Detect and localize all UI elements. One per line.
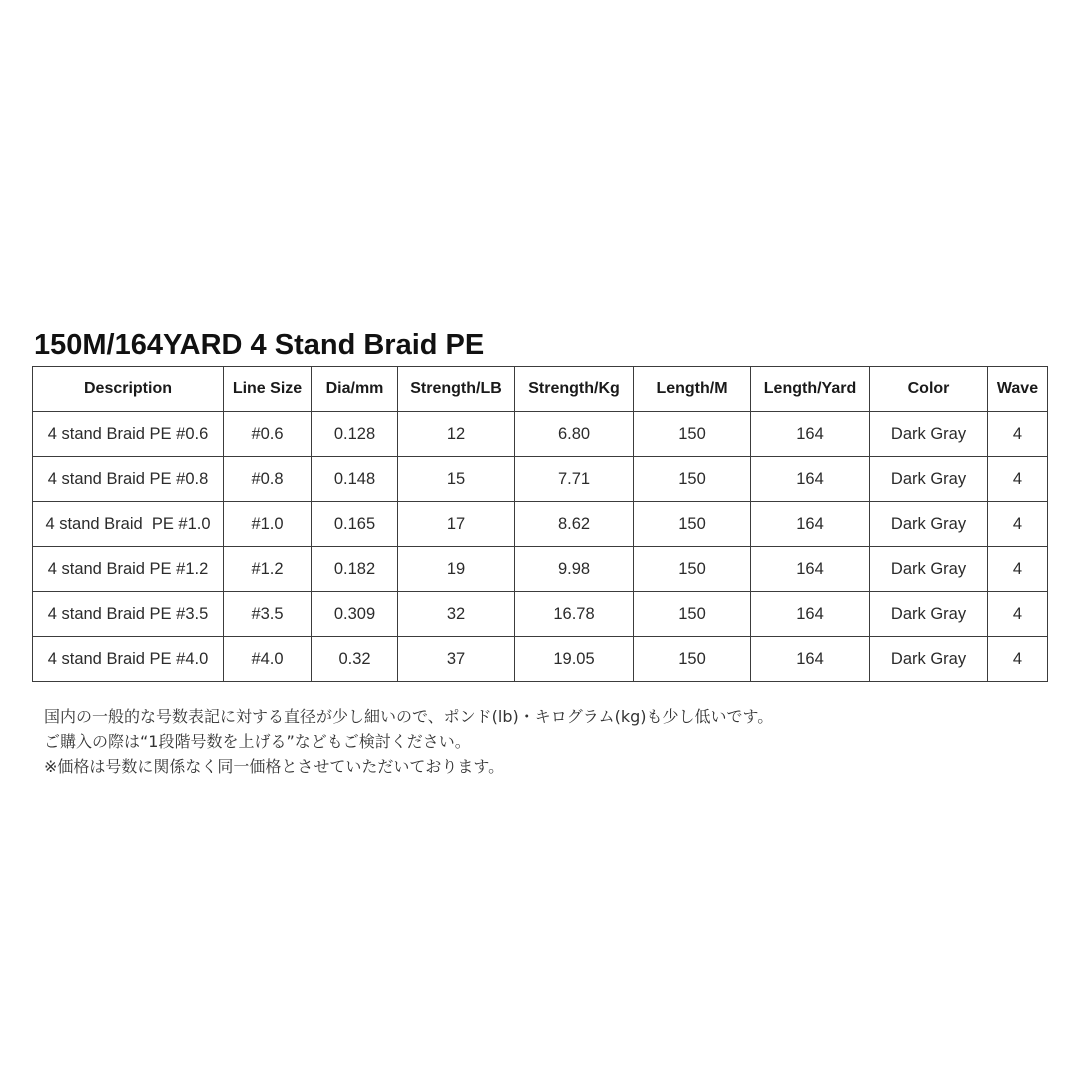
cell-color: Dark Gray bbox=[870, 547, 988, 592]
cell-length-yard: 164 bbox=[751, 412, 870, 457]
cell-length-m: 150 bbox=[634, 637, 751, 682]
cell-strength-lb: 15 bbox=[398, 457, 515, 502]
cell-strength-lb: 17 bbox=[398, 502, 515, 547]
table-row bbox=[33, 592, 1048, 637]
cell-length-yard: 164 bbox=[751, 637, 870, 682]
cell-description: 4 stand Braid PE #0.8 bbox=[33, 457, 224, 502]
column-header-strength-kg: Strength/Kg bbox=[515, 367, 634, 412]
cell-diameter: 0.148 bbox=[312, 457, 398, 502]
column-header-length-m: Length/M bbox=[634, 367, 751, 412]
cell-wave: 4 bbox=[988, 637, 1048, 682]
cell-length-yard: 164 bbox=[751, 547, 870, 592]
cell-strength-kg: 16.78 bbox=[515, 592, 634, 637]
column-header-line-size: Line Size bbox=[224, 367, 312, 412]
column-header-length-yard: Length/Yard bbox=[751, 367, 870, 412]
cell-line-size: #1.2 bbox=[224, 547, 312, 592]
cell-length-m: 150 bbox=[634, 502, 751, 547]
column-header-diameter: Dia/mm bbox=[312, 367, 398, 412]
page-title: 150M/164YARD 4 Stand Braid PE bbox=[34, 329, 485, 361]
cell-description: 4 stand Braid PE #3.5 bbox=[33, 592, 224, 637]
cell-strength-lb: 19 bbox=[398, 547, 515, 592]
cell-length-m: 150 bbox=[634, 412, 751, 457]
cell-color: Dark Gray bbox=[870, 502, 988, 547]
column-header-wave: Wave bbox=[988, 367, 1048, 412]
cell-color: Dark Gray bbox=[870, 457, 988, 502]
cell-length-m: 150 bbox=[634, 592, 751, 637]
column-header-strength-lb: Strength/LB bbox=[398, 367, 515, 412]
cell-color: Dark Gray bbox=[870, 637, 988, 682]
cell-line-size: #4.0 bbox=[224, 637, 312, 682]
cell-diameter: 0.32 bbox=[312, 637, 398, 682]
notes-block bbox=[44, 704, 773, 779]
cell-strength-lb: 32 bbox=[398, 592, 515, 637]
cell-line-size: #0.6 bbox=[224, 412, 312, 457]
table-row bbox=[33, 412, 1048, 457]
cell-length-yard: 164 bbox=[751, 502, 870, 547]
cell-length-m: 150 bbox=[634, 547, 751, 592]
cell-wave: 4 bbox=[988, 502, 1048, 547]
cell-diameter: 0.182 bbox=[312, 547, 398, 592]
cell-description: 4 stand Braid PE #1.2 bbox=[33, 547, 224, 592]
table-row bbox=[33, 457, 1048, 502]
note-line: ※価格は号数に関係なく同一価格とさせていただいております。 bbox=[44, 757, 505, 776]
cell-strength-lb: 12 bbox=[398, 412, 515, 457]
table-header-row bbox=[33, 367, 1048, 412]
cell-description: 4 stand Braid PE #0.6 bbox=[33, 412, 224, 457]
cell-wave: 4 bbox=[988, 592, 1048, 637]
cell-line-size: #1.0 bbox=[224, 502, 312, 547]
table-row bbox=[33, 547, 1048, 592]
cell-description: 4 stand Braid PE #4.0 bbox=[33, 637, 224, 682]
cell-strength-kg: 8.62 bbox=[515, 502, 634, 547]
cell-color: Dark Gray bbox=[870, 412, 988, 457]
note-line: 国内の一般的な号数表記に対する直径が少し細いので、ポンド(lb)・キログラム(kg)も少し低いです。 bbox=[44, 707, 774, 726]
cell-wave: 4 bbox=[988, 412, 1048, 457]
cell-strength-kg: 9.98 bbox=[515, 547, 634, 592]
cell-line-size: #3.5 bbox=[224, 592, 312, 637]
cell-diameter: 0.309 bbox=[312, 592, 398, 637]
table-row bbox=[33, 637, 1048, 682]
cell-strength-kg: 7.71 bbox=[515, 457, 634, 502]
cell-length-yard: 164 bbox=[751, 592, 870, 637]
note-line: ご購入の際は“1段階号数を上げる”などもご検討ください。 bbox=[44, 732, 471, 751]
column-header-description: Description bbox=[33, 367, 224, 412]
cell-strength-lb: 37 bbox=[398, 637, 515, 682]
cell-length-m: 150 bbox=[634, 457, 751, 502]
cell-line-size: #0.8 bbox=[224, 457, 312, 502]
cell-diameter: 0.128 bbox=[312, 412, 398, 457]
cell-length-yard: 164 bbox=[751, 457, 870, 502]
cell-strength-kg: 6.80 bbox=[515, 412, 634, 457]
cell-color: Dark Gray bbox=[870, 592, 988, 637]
cell-diameter: 0.165 bbox=[312, 502, 398, 547]
cell-wave: 4 bbox=[988, 547, 1048, 592]
cell-strength-kg: 19.05 bbox=[515, 637, 634, 682]
table-row bbox=[33, 502, 1048, 547]
cell-description: 4 stand Braid PE #1.0 bbox=[33, 502, 224, 547]
column-header-color: Color bbox=[870, 367, 988, 412]
spec-table bbox=[32, 366, 1048, 682]
cell-wave: 4 bbox=[988, 457, 1048, 502]
